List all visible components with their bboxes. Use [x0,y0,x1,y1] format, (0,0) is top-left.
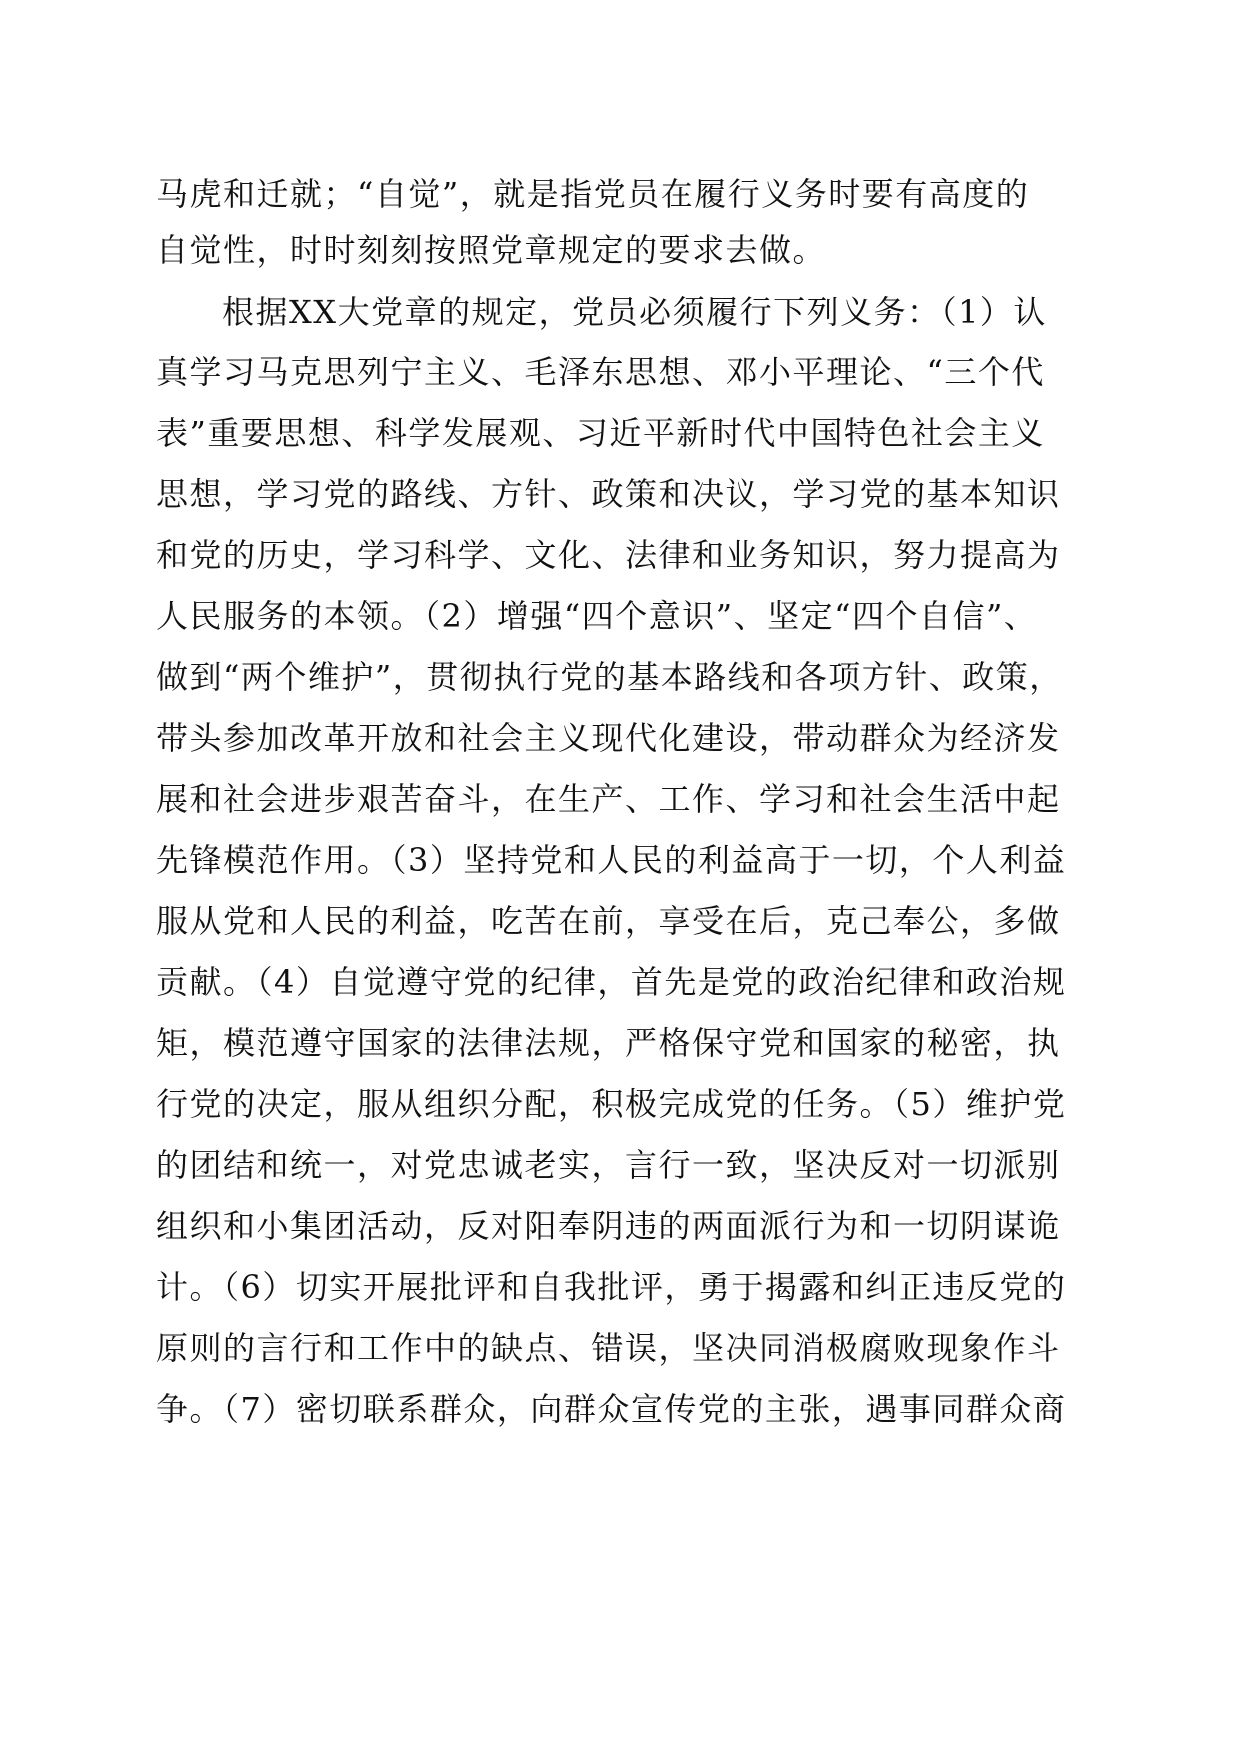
text-line: 真学习马克思列宁主义、毛泽东思想、邓小平理论、“三个代 [156,353,1045,391]
text-line: 的团结和统一，对党忠诚老实，言行一致，坚决反对一切派别 [156,1146,1061,1184]
text-line: 原则的言行和工作中的缺点、错误，坚决同消极腐败现象作斗 [156,1329,1061,1367]
text-line: 矩，模范遵守国家的法律法规，严格保守党和国家的秘密，执 [156,1024,1061,1062]
paragraph-first-line: 根据XX大党章的规定，党员必须履行下列义务：（1）认 [222,293,1047,331]
text-line: 展和社会进步艰苦奋斗，在生产、工作、学习和社会生活中起 [156,780,1061,818]
text-line: 和党的历史，学习科学、文化、法律和业务知识，努力提高为 [156,536,1061,574]
text-line: 计。（6）切实开展批评和自我批评，勇于揭露和纠正违反党的 [156,1268,1067,1306]
text-line: 带头参加改革开放和社会主义现代化建设，带动群众为经济发 [156,719,1061,757]
text-line: 做到“两个维护”，贯彻执行党的基本路线和各项方针、政策， [156,658,1063,696]
text-line: 人民服务的本领。（2）增强“四个意识”、坚定“四个自信”、 [156,597,1038,635]
text-line: 争。（7）密切联系群众，向群众宣传党的主张，遇事同群众商 [156,1390,1067,1428]
text-line: 组织和小集团活动，反对阳奉阴违的两面派行为和一切阴谋诡 [156,1207,1061,1245]
text-line: 行党的决定，服从组织分配，积极完成党的任务。（5）维护党 [156,1085,1067,1123]
text-line: 先锋模范作用。（3）坚持党和人民的利益高于一切，个人利益 [156,841,1067,879]
text-line: 自觉性，时时刻刻按照党章规定的要求去做。 [156,231,827,269]
text-line: 服从党和人民的利益，吃苦在前，享受在后，克己奉公，多做 [156,902,1061,940]
text-line: 马虎和迁就；“自觉”，就是指党员在履行义务时要有高度的 [156,175,1030,213]
text-line: 思想，学习党的路线、方针、政策和决议，学习党的基本知识 [156,475,1061,513]
text-line: 表”重要思想、科学发展观、习近平新时代中国特色社会主义 [156,414,1045,452]
text-line: 贡献。（4）自觉遵守党的纪律，首先是党的政治纪律和政治规 [156,963,1067,1001]
